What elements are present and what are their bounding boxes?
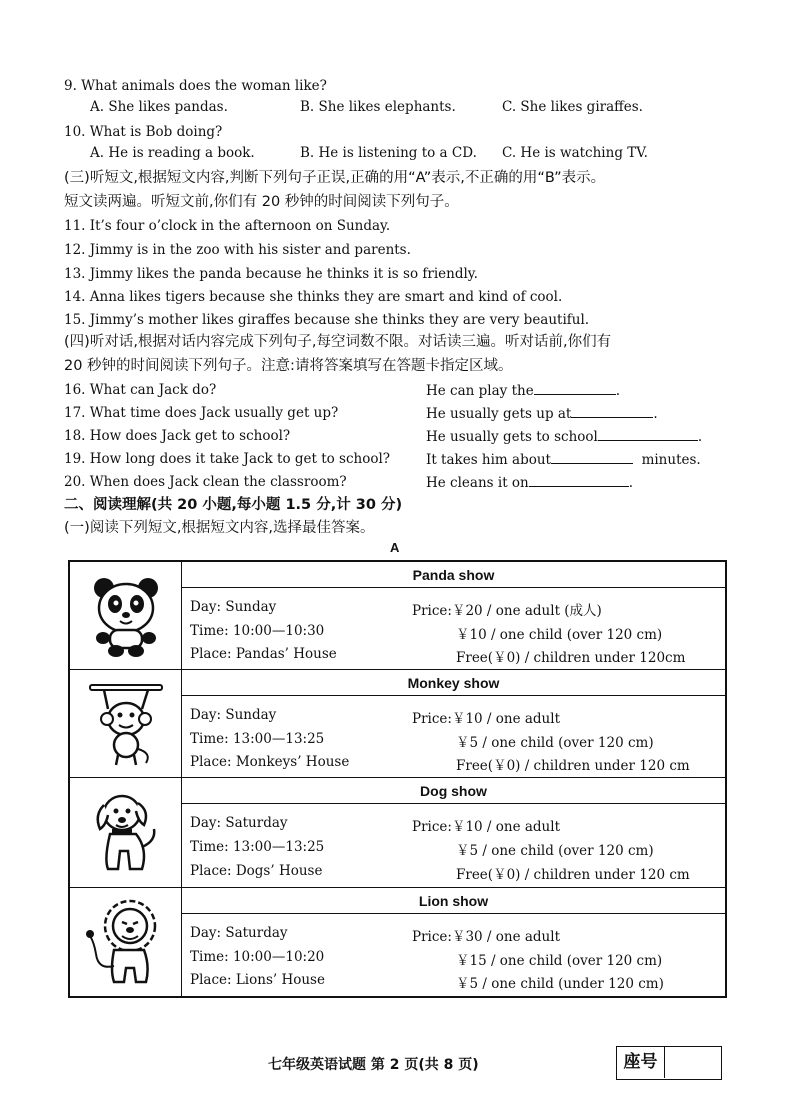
monkey-show-title: Monkey show	[182, 670, 725, 696]
part2-subtitle: (一)阅读下列短文,根据短文内容,选择最佳答案。	[64, 520, 375, 536]
answer-18	[426, 426, 702, 447]
section4-intro-1: (四)听对话,根据对话内容完成下列句子,每空词数不限。对话读三遍。听对话前,你们有	[64, 334, 612, 350]
question-20: 20. When does Jack clean the classroom?	[64, 474, 347, 490]
panda-price-adult: Price:￥20 / one adult (成人)	[412, 603, 602, 619]
statement-13: 13. Jimmy likes the panda because he thinks it is so friendly.	[64, 266, 478, 282]
answer-19-prefix: It takes him about	[426, 452, 551, 468]
question-19: 19. How long does it take Jack to get to school?	[64, 451, 391, 467]
show-row-panda	[70, 562, 725, 670]
question-10: 10. What is Bob doing?	[64, 124, 223, 140]
q9-option-a: A. She likes pandas.	[90, 99, 228, 115]
lion-day: Day: Saturday	[190, 925, 288, 941]
statement-15: 15. Jimmy’s mother likes giraffes because she thinks they are very beautiful.	[64, 312, 590, 328]
monkey-icon	[86, 679, 166, 769]
q10-option-c: C. He is watching TV.	[502, 145, 648, 161]
seat-number-box	[616, 1046, 722, 1080]
seat-number-label: 座号	[617, 1047, 665, 1078]
answer-17-suffix: .	[653, 406, 658, 422]
monkey-place: Place: Monkeys’ House	[190, 754, 350, 770]
answer-20	[426, 472, 633, 493]
question-18: 18. How does Jack get to school?	[64, 428, 291, 444]
passage-label: A	[390, 540, 400, 555]
answer-20-prefix: He cleans it on	[426, 475, 529, 491]
page-footer: 七年级英语试题 第 2 页(共 8 页)	[268, 1057, 479, 1073]
lion-place: Place: Lions’ House	[190, 972, 325, 988]
answer-19-blank[interactable]	[551, 449, 633, 464]
monkey-time: Time: 13:00—13:25	[190, 731, 325, 747]
lion-icon	[84, 896, 168, 988]
question-9: 9. What animals does the woman like?	[64, 78, 327, 94]
answer-16-blank[interactable]	[534, 380, 616, 395]
dog-show-title: Dog show	[182, 778, 725, 804]
answer-18-blank[interactable]	[598, 426, 698, 441]
dog-day: Day: Saturday	[190, 815, 288, 831]
shows-table	[68, 560, 727, 998]
dog-price-adult: Price:￥10 / one adult	[412, 819, 560, 835]
panda-show-title: Panda show	[182, 562, 725, 588]
show-row-monkey	[70, 670, 725, 778]
q10-option-b: B. He is listening to a CD.	[300, 145, 477, 161]
lion-price-child: ￥15 / one child (over 120 cm)	[456, 953, 663, 969]
answer-20-blank[interactable]	[529, 472, 629, 487]
answer-16-prefix: He can play the	[426, 383, 534, 399]
show-row-dog	[70, 778, 725, 888]
answer-18-prefix: He usually gets to school	[426, 429, 598, 445]
statement-12: 12. Jimmy is in the zoo with his sister and parents.	[64, 242, 411, 258]
q9-option-c: C. She likes giraffes.	[502, 99, 643, 115]
answer-17-blank[interactable]	[571, 403, 653, 418]
section4-intro-2: 20 秒钟的时间阅读下列句子。注意:请将答案填写在答题卡指定区域。	[64, 358, 513, 374]
lion-picture	[70, 888, 182, 996]
panda-price-small-child: Free(￥0) / children under 120cm	[456, 650, 686, 666]
dog-price-small-child: Free(￥0) / children under 120 cm	[456, 867, 690, 883]
section3-intro-1: (三)听短文,根据短文内容,判断下列句子正误,正确的用“A”表示,不正确的用“B”表示。	[64, 170, 606, 186]
q10-option-a: A. He is reading a book.	[90, 145, 255, 161]
answer-19-suffix: minutes.	[641, 452, 701, 468]
answer-18-suffix: .	[697, 429, 703, 445]
section3-intro-2: 短文读两遍。听短文前,你们有 20 秒钟的时间阅读下列句子。	[64, 194, 459, 210]
dog-picture	[70, 778, 182, 887]
panda-icon	[90, 574, 162, 658]
monkey-price-adult: Price:￥10 / one adult	[412, 711, 560, 727]
lion-price-adult: Price:￥30 / one adult	[412, 929, 560, 945]
panda-time: Time: 10:00—10:30	[190, 623, 325, 639]
statement-14: 14. Anna likes tigers because she thinks they are smart and kind of cool.	[64, 289, 563, 305]
panda-day: Day: Sunday	[190, 599, 277, 615]
monkey-price-small-child: Free(￥0) / children under 120 cm	[456, 758, 690, 774]
dog-price-child: ￥5 / one child (over 120 cm)	[456, 843, 654, 859]
answer-16-suffix: .	[615, 383, 620, 399]
question-17: 17. What time does Jack usually get up?	[64, 405, 339, 421]
question-16: 16. What can Jack do?	[64, 382, 217, 398]
dog-place: Place: Dogs’ House	[190, 863, 323, 879]
part2-title: 二、阅读理解(共 20 小题,每小题 1.5 分,计 30 分)	[64, 497, 403, 513]
lion-price-small-child: ￥5 / one child (under 120 cm)	[456, 976, 664, 992]
answer-17-prefix: He usually gets up at	[426, 406, 572, 422]
answer-20-suffix: .	[628, 475, 634, 491]
monkey-day: Day: Sunday	[190, 707, 277, 723]
panda-price-child: ￥10 / one child (over 120 cm)	[456, 627, 663, 643]
panda-picture	[70, 562, 182, 669]
lion-show-title: Lion show	[182, 888, 725, 914]
monkey-picture	[70, 670, 182, 777]
answer-17	[426, 403, 658, 424]
monkey-price-child: ￥5 / one child (over 120 cm)	[456, 735, 654, 751]
lion-time: Time: 10:00—10:20	[190, 949, 325, 965]
q9-option-b: B. She likes elephants.	[300, 99, 456, 115]
panda-place: Place: Pandas’ House	[190, 646, 337, 662]
dog-time: Time: 13:00—13:25	[190, 839, 325, 855]
answer-19	[426, 449, 701, 470]
statement-11: 11. It’s four o’clock in the afternoon on Sunday.	[64, 218, 391, 234]
seat-number-field[interactable]	[665, 1047, 720, 1078]
dog-icon	[86, 789, 166, 877]
answer-16	[426, 380, 620, 401]
show-row-lion	[70, 888, 725, 996]
